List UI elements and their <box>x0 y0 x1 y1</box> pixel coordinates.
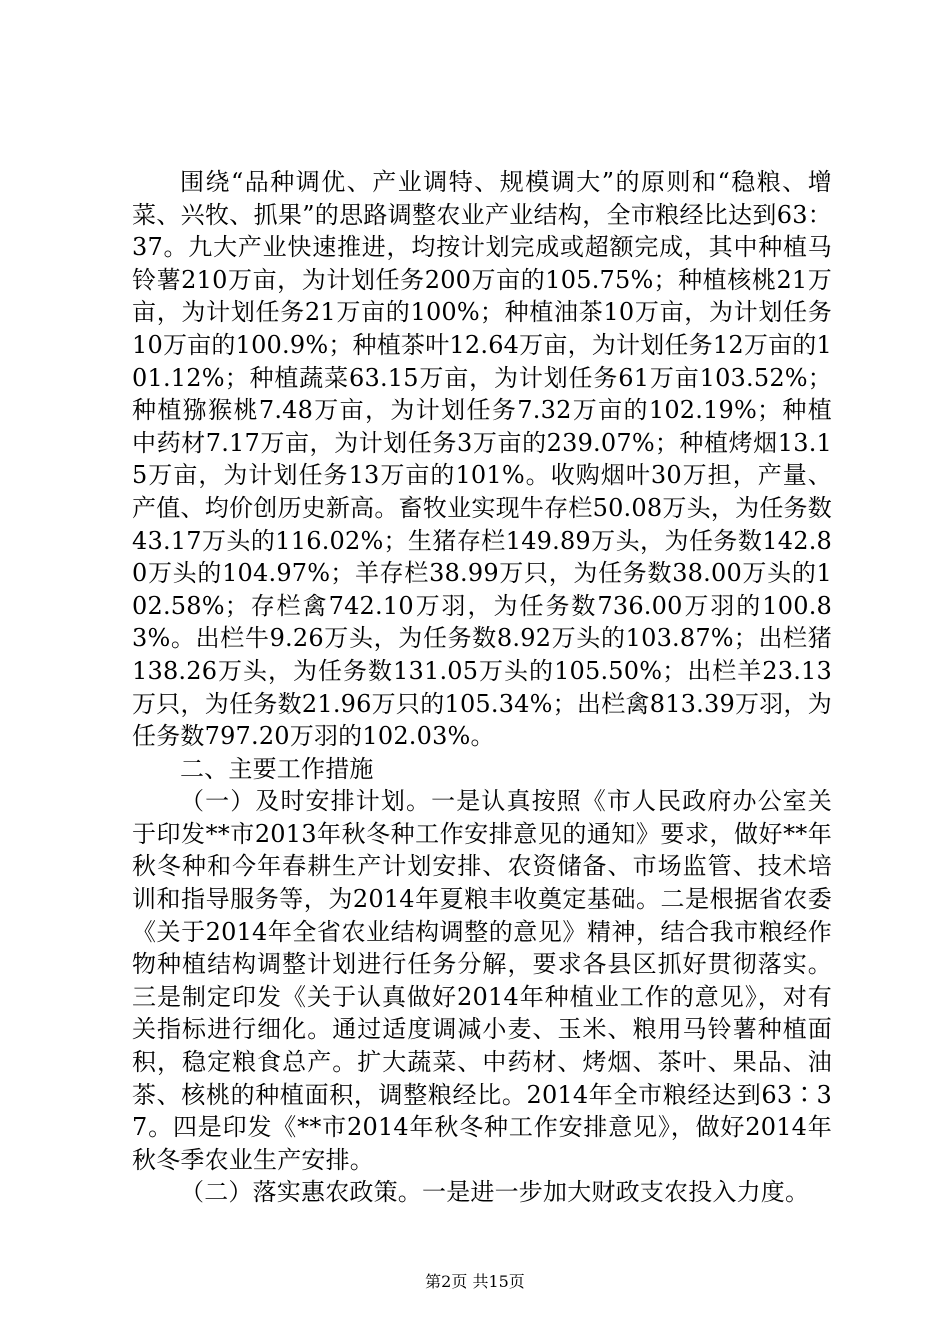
page-footer: 第2页 共15页 <box>425 1272 525 1291</box>
paragraph-planning-arrangement: （一）及时安排计划。一是认真按照《市人民政府办公室关于印发**市2013年秋冬种工作安排意见的通知》要求，做好**年秋冬种和今年春耕生产计划安排、农资储备、市场监管、技术培训和指导服务等，为2014年夏粮丰收奠定基础。二是根据省农委《关于2014年全省农业结构调整的意见》精神，结合我市粮经作物种植结构调整计划进行任务分解，要求各县区抓好贯彻落实。三是制定印发《关于认真做好2014年种植业工作的意见》，对有关指标进行细化。通过适度调减小麦、玉米、粮用马铃薯种植面积，稳定粮食总产。扩大蔬菜、中药材、烤烟、茶叶、果品、油茶、核桃的种植面积，调整粮经比。2014年全市粮经达到63∶37。四是印发《**市2014年秋冬种工作安排意见》，做好2014年秋冬季农业生产安排。 <box>132 787 832 1174</box>
paragraph-industry-results: 围绕“品种调优、产业调特、规模调大”的原则和“稳粮、增菜、兴牧、抓果”的思路调整农业产业结构，全市粮经比达到63：37。九大产业快速推进，均按计划完成或超额完成，其中种植马铃薯210万亩，为计划任务200万亩的105.75%；种植核桃21万亩，为计划任务21万亩的100%；种植油茶10万亩，为计划任务10万亩的100.9%；种植茶叶12.64万亩，为计划任务12万亩的101.12%；种植蔬菜63.15万亩，为计划任务61万亩103.52%；种植猕猴桃7.48万亩，为计划任务7.32万亩的102.19%；种植中药材7.17万亩，为计划任务3万亩的239.07%；种植烤烟13.15万亩，为计划任务13万亩的101%。收购烟叶30万担，产量、产值、均价创历史新高。畜牧业实现牛存栏50.08万头，为任务数43.17万头的116.02%；生猪存栏149.89万头，为任务数142.80万头的104.97%；羊存栏38.99万只，为任务数38.00万头的102.58%；存栏禽742.10万羽，为任务数736.00万羽的100.83%。出栏牛9.26万头，为任务数8.92万头的103.87%；出栏猪138.26万头，为任务数131.05万头的105.50%；出栏羊23.13万只，为任务数21.96万只的105.34%；出栏禽813.39万羽，为任务数797.20万羽的102.03%。 <box>132 168 832 751</box>
paragraph-policy-implementation: （二）落实惠农政策。一是进一步加大财政支农投入力度。 <box>180 1178 810 1207</box>
section-heading-main-measures: 二、主要工作措施 <box>180 754 374 783</box>
document-body <box>132 166 832 1209</box>
